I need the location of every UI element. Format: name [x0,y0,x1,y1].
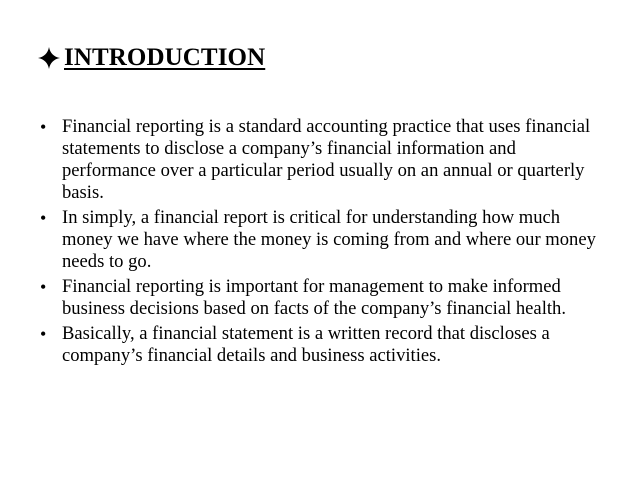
bullet-dot-icon: • [40,117,47,137]
bullet-item [40,116,610,204]
bullet-text: In simply, a financial report is critical for understanding how much money we have where the money is coming from and where our money needs to go. [62,207,596,272]
bullet-dot-icon: • [40,324,47,344]
bullet-item [40,207,610,273]
bullet-dot-icon: • [40,277,47,297]
bullet-item [40,323,610,367]
bullet-text: Basically, a financial statement is a written record that discloses a company’s financial details and business activities. [62,323,550,366]
bullet-text: Financial reporting is important for management to make informed business decisions based on facts of the company’s financial health. [62,276,566,319]
title-row [36,40,265,76]
slide-title: INTRODUCTION [64,44,266,71]
bullet-dot-icon: • [40,208,47,228]
bullet-text: Financial reporting is a standard accounting practice that uses financial statements to disclose a company’s financial information and performance over a particular period usually on an annual or quarterly basis. [62,116,591,203]
diamond-bullet-icon [36,45,62,71]
bullet-item [40,276,610,320]
bullet-list [40,116,610,370]
